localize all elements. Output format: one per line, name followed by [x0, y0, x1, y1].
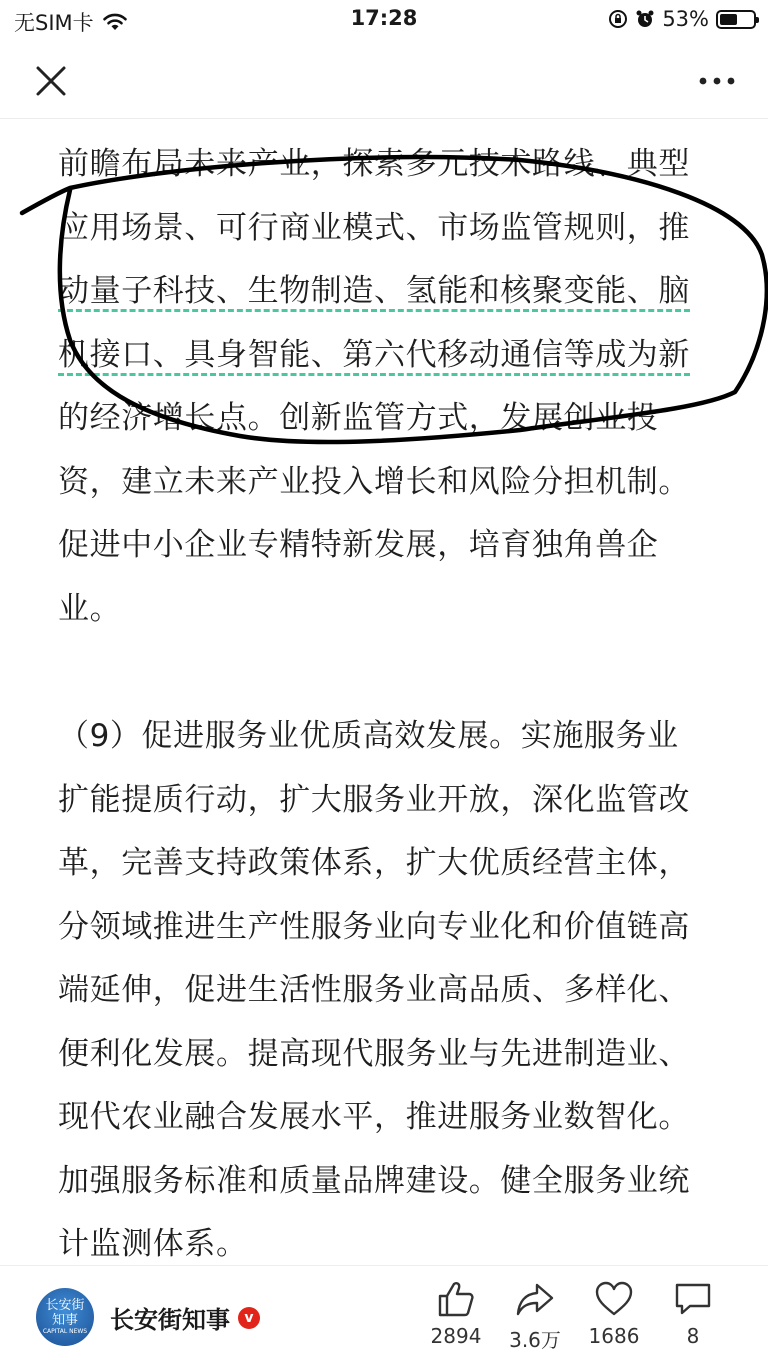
- paragraph-gap: [58, 641, 718, 705]
- bottom-bar: [0, 1265, 768, 1368]
- more-icon: [696, 60, 738, 102]
- like-button[interactable]: [416, 1280, 496, 1348]
- highlighted-text[interactable]: 机接口、具身智能、第六代移动通信等成为新: [58, 337, 690, 376]
- text-line: 现代农业融合发展水平，推进服务业数智化。: [58, 1099, 690, 1135]
- share-button[interactable]: [495, 1280, 575, 1353]
- like-count: 2894: [430, 1324, 482, 1348]
- text-line: 资，建立未来产业投入增长和风险分担机制。: [58, 463, 690, 500]
- text-line: 分领域推进生产性服务业向专业化和价值链高: [58, 908, 690, 945]
- author-name[interactable]: 长安街知事: [110, 1306, 230, 1334]
- avatar-text: CAPITAL NEWS: [42, 1328, 88, 1335]
- avatar-text: 知事: [51, 1313, 78, 1328]
- text-line: 促进中小企业专精特新发展，培育独角兽企: [58, 527, 659, 563]
- text-line: 端延伸，促进生活性服务业高品质、多样化、: [58, 972, 690, 1008]
- avatar-text: 长安街: [45, 1298, 85, 1313]
- carrier-label: 无SIM卡: [14, 11, 94, 35]
- text-line: 革，完善支持政策体系，扩大优质经营主体，: [58, 845, 690, 881]
- battery-percent: 53%: [662, 7, 709, 31]
- avatar[interactable]: [36, 1288, 94, 1346]
- comment-icon: [673, 1280, 713, 1318]
- text-line: 前瞻布局未来产业，探索多元技术路线、典型: [58, 146, 690, 182]
- text-line: 扩能提质行动，扩大服务业开放，深化监管改: [58, 781, 690, 818]
- orientation-lock-icon: [608, 9, 628, 29]
- thumbs-up-icon: [436, 1280, 476, 1318]
- text-line: [58, 324, 718, 388]
- comment-count: 8: [686, 1324, 700, 1348]
- highlighted-text[interactable]: 动量子科技、生物制造、氢能和核聚变能、脑: [58, 273, 690, 312]
- text-line: 业。: [58, 590, 122, 627]
- alarm-icon: [635, 9, 655, 29]
- verified-badge-icon: v: [238, 1307, 260, 1329]
- text-line: 应用场景、可行商业模式、市场监管规则，推: [58, 209, 690, 246]
- close-icon: [30, 60, 72, 102]
- status-right: [608, 7, 756, 31]
- author-info[interactable]: [110, 1300, 260, 1335]
- text-line: 的经济增长点。创新监管方式，发展创业投: [58, 400, 659, 436]
- favorite-count: 1686: [588, 1324, 640, 1348]
- status-bar: [0, 0, 768, 40]
- nav-bar: [0, 44, 768, 119]
- text-line: （9）促进服务业优质高效发展。实施服务业: [58, 718, 679, 754]
- comment-button[interactable]: [653, 1280, 733, 1348]
- status-time: 17:28: [350, 6, 418, 30]
- more-button[interactable]: [696, 60, 738, 102]
- article-body: [58, 133, 718, 1277]
- text-line: 加强服务标准和质量品牌建设。健全服务业统: [58, 1162, 690, 1199]
- text-line: 便利化发展。提高现代服务业与先进制造业、: [58, 1035, 690, 1072]
- close-button[interactable]: [30, 60, 72, 102]
- share-icon: [515, 1280, 555, 1318]
- heart-icon: [594, 1280, 634, 1318]
- paragraph-service-industry: [58, 705, 718, 1277]
- paragraph-future-industries: [58, 133, 718, 641]
- text-line: [58, 260, 718, 324]
- battery-icon: [716, 10, 756, 29]
- favorite-button[interactable]: [574, 1280, 654, 1348]
- share-count: 3.6万: [509, 1328, 561, 1352]
- text-line: 计监测体系。: [58, 1226, 248, 1262]
